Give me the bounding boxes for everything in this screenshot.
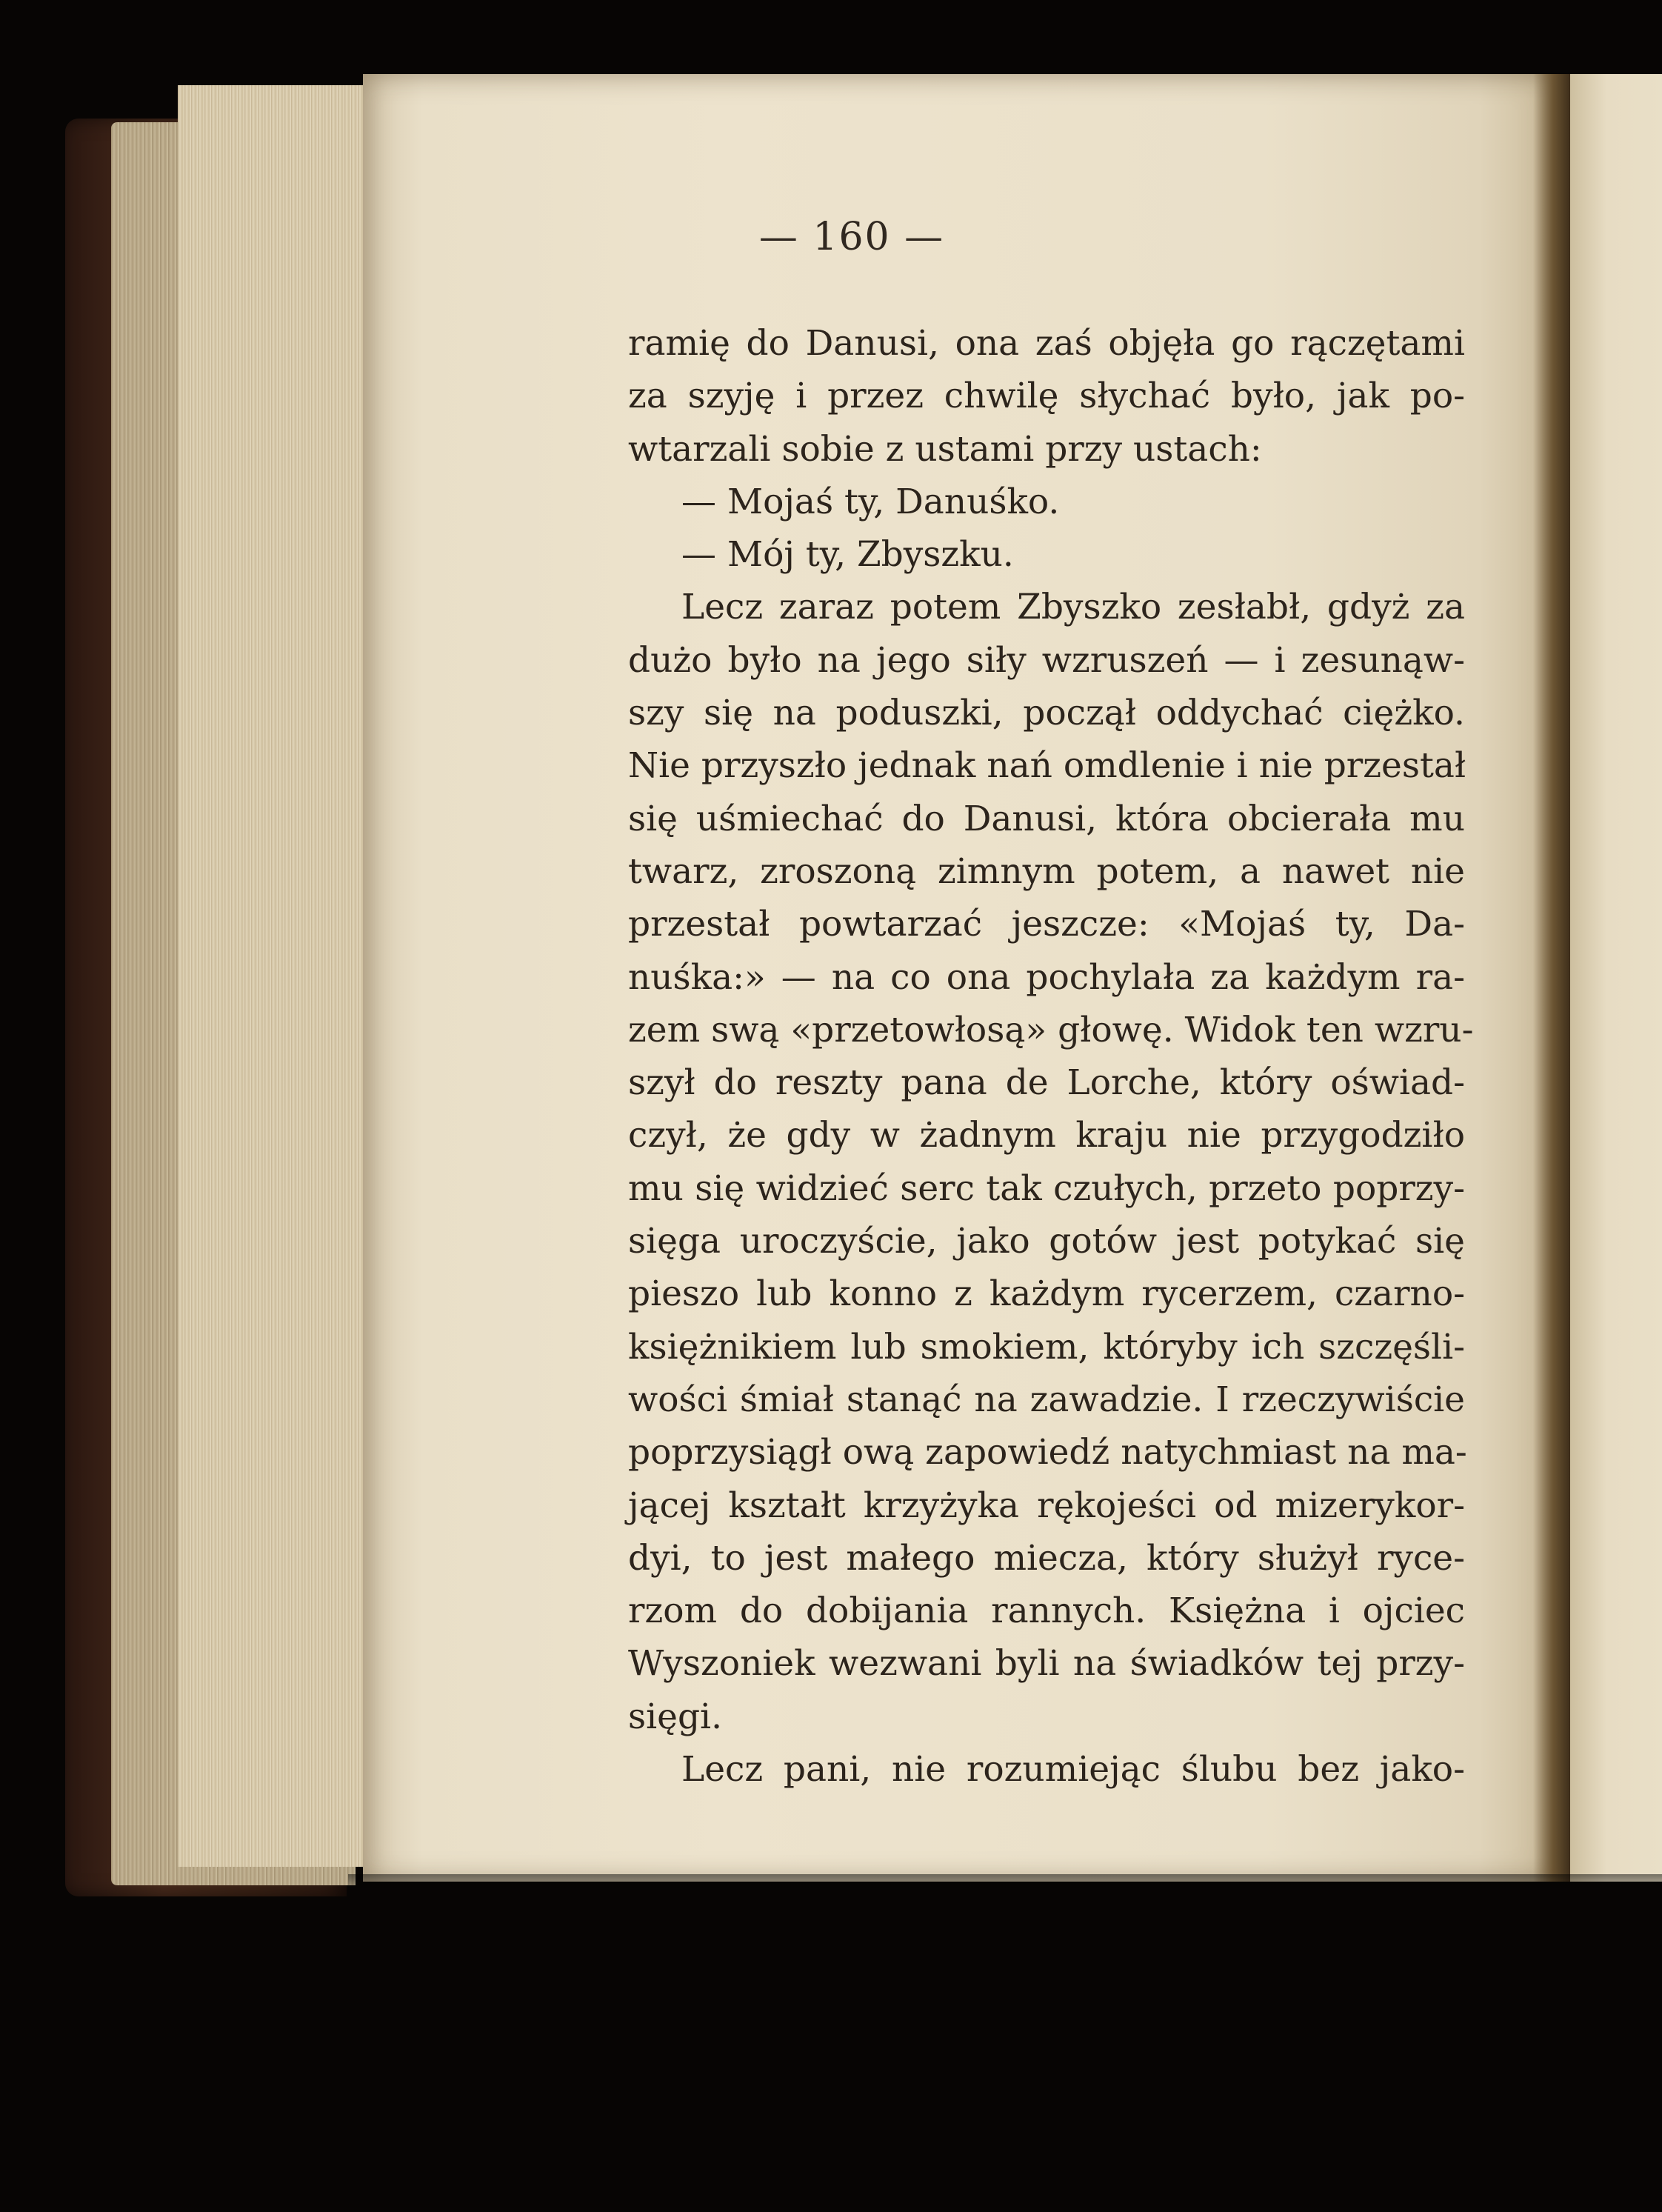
right-page-edge [1570, 74, 1662, 1882]
text-line: wości śmiał stanąć na zawadzie. I rzeczywiście [628, 1379, 1465, 1420]
text-line: Nie przyszło jednak nań omdlenie i nie przestał [628, 745, 1466, 787]
text-line: się uśmiechać do Danusi, która obcierała mu [628, 798, 1465, 839]
page-text [628, 317, 1474, 1796]
text-line: księżnikiem lub smokiem, któryby ich szczęśli- [628, 1326, 1465, 1367]
page-bottom-shadow [348, 1874, 1662, 1893]
text-line: sięgi. [628, 1696, 723, 1737]
text-line: Lecz pani, nie rozumiejąc ślubu bez jako- [681, 1749, 1465, 1790]
text-line: czył, że gdy w żadnym kraju nie przygodziło [628, 1115, 1465, 1156]
text-line: mu się widzieć serc tak czułych, przeto poprzy- [628, 1167, 1465, 1209]
page-number: — 160 — [758, 215, 945, 259]
text-line: dużo było na jego siły wzruszeń — i zesunąw- [628, 639, 1465, 681]
page-edges [178, 85, 385, 1867]
text-line: dyi, to jest małego miecza, który służył ryce- [628, 1537, 1465, 1579]
dialogue-line: — Mój ty, Zbyszku. [681, 534, 1014, 576]
text-line: jącej kształt krzyżyka rękojeści od mizerykor- [628, 1485, 1465, 1526]
text-line: pieszo lub konno z każdym rycerzem, czarno- [628, 1273, 1465, 1315]
text-line: wtarzali sobie z ustami przy ustach: [628, 428, 1262, 470]
text-line: przestał powtarzać jeszcze: «Mojaś ty, Da- [628, 904, 1465, 945]
text-line: za szyję i przez chwilę słychać było, jak po- [628, 376, 1465, 417]
text-line: szy się na poduszki, począł oddychać ciężko. [628, 693, 1465, 734]
dialogue-line: — Mojaś ty, Danuśko. [681, 481, 1060, 522]
text-line: szył do reszty pana de Lorche, który oświad- [628, 1062, 1465, 1104]
text-line: sięga uroczyście, jako gotów jest potykać się [628, 1221, 1465, 1262]
text-line: nuśka:» — na co ona pochylała za każdym ra- [628, 956, 1465, 998]
text-line: zem swą «przetowłosą» głowę. Widok ten wzru- [628, 1009, 1474, 1050]
text-line: rzom do dobijania rannych. Księżna i ojciec [628, 1590, 1465, 1632]
text-line: twarz, zroszoną zimnym potem, a nawet nie [628, 850, 1465, 892]
text-line: poprzysiągł ową zapowiedź natychmiast na ma- [628, 1432, 1467, 1473]
text-line: ramię do Danusi, ona zaś objęła go rączętami [628, 323, 1465, 364]
text-line: Wyszoniek wezwani byli na świadków tej przy- [628, 1643, 1465, 1685]
text-line: Lecz zaraz potem Zbyszko zesłabł, gdyż za [681, 587, 1465, 628]
